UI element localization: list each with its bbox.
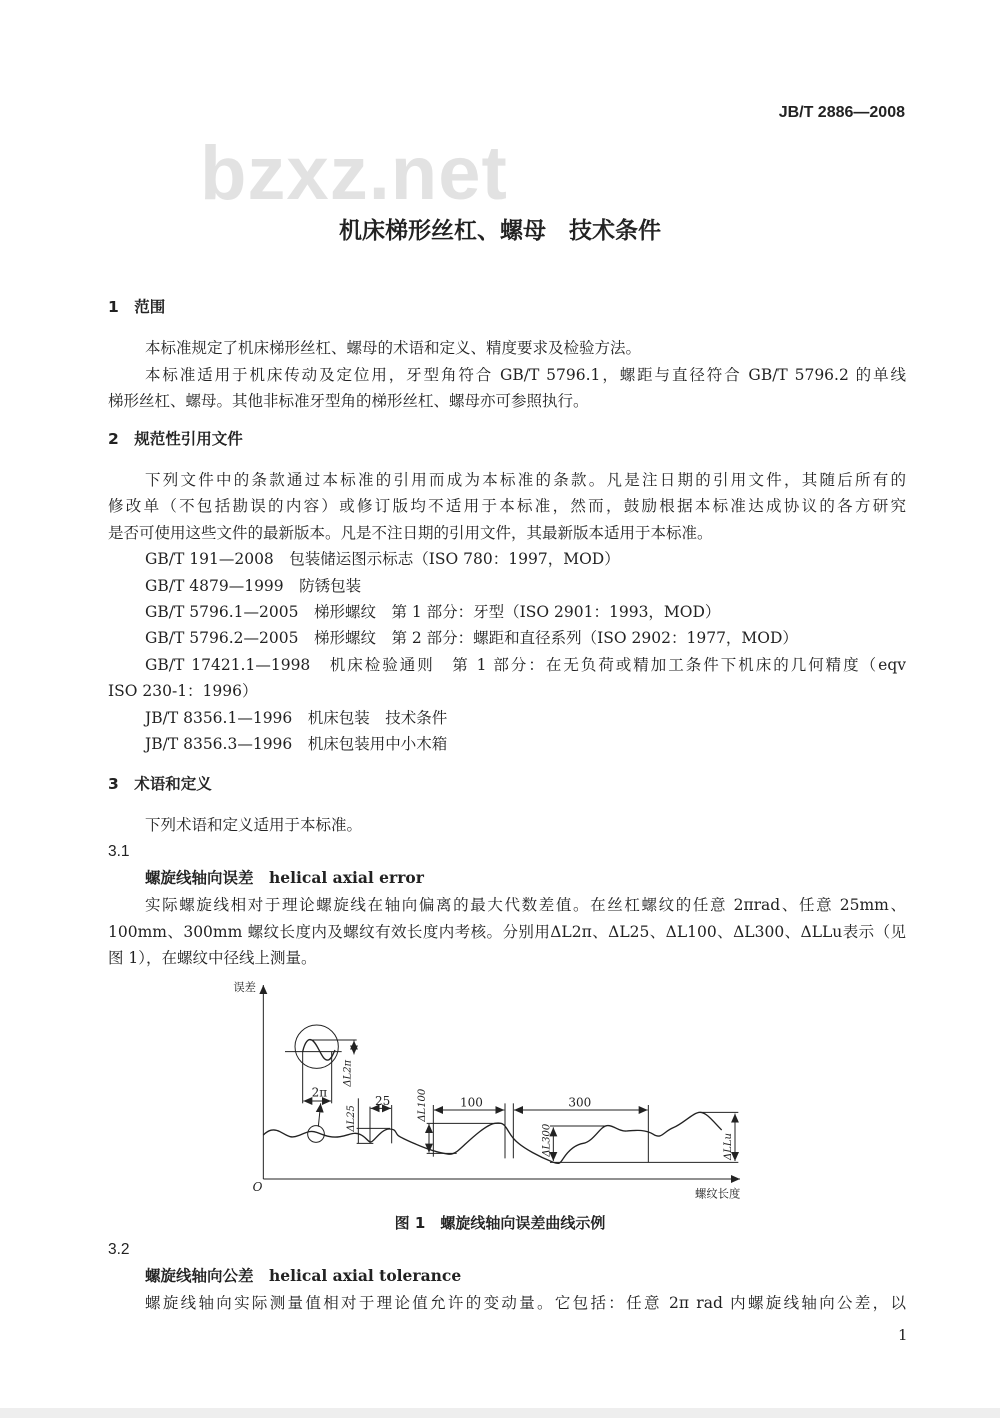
error-curve — [263, 1112, 721, 1163]
reference-item: JB/T 8356.1—1996 机床包装 技术条件 — [145, 709, 448, 727]
paragraph: 本标准适用于机床传动及定位用，牙型角符合 GB/T 5796.1，螺距与直径符合 GB/T 5796.2 的单线 — [145, 366, 906, 384]
label-dl2pi: ΔL2π — [342, 1059, 354, 1087]
label-dl25: ΔL25 — [346, 1105, 357, 1132]
watermark: bzxz.net — [200, 131, 508, 216]
figure-caption: 图 1 螺旋线轴向误差曲线示例 — [394, 1214, 606, 1232]
term-heading: 螺旋线轴向误差 helical axial error — [145, 868, 424, 887]
dim-100: 100 — [460, 1095, 483, 1110]
paragraph: 修改单（不包括勘误的内容）或修订版均不适用于本标准，然而，鼓励根据本标准达成协议的各方研究 — [108, 497, 906, 515]
reference-item: GB/T 5796.2—2005 梯形螺纹 第 2 部分：螺距和直径系列（ISO 2902：1977，MOD） — [145, 629, 798, 647]
section-2-heading: 2 规范性引用文件 — [108, 430, 243, 448]
paragraph: 实际螺旋线相对于理论螺旋线在轴向偏离的最大代数差值。在丝杠螺纹的任意 2πrad、任意 25mm、 — [145, 896, 906, 914]
y-axis-label: 误差 — [233, 980, 257, 994]
paragraph: 梯形丝杠、螺母。其他非标准牙型角的梯形丝杠、螺母亦可参照执行。 — [108, 392, 589, 410]
reference-item: GB/T 5796.1—2005 梯形螺纹 第 1 部分：牙型（ISO 2901：1993，MOD） — [145, 603, 721, 621]
page-bottom-edge — [0, 1408, 1000, 1418]
reference-item: JB/T 8356.3—1996 机床包装用中小木箱 — [145, 735, 448, 753]
page-number: 1 — [898, 1326, 908, 1344]
paragraph: 下列文件中的条款通过本标准的引用而成为本标准的条款。凡是注日期的引用文件，其随后所有的 — [145, 471, 906, 489]
reference-item: ISO 230-1：1996） — [108, 682, 258, 700]
section-1-heading: 1 范围 — [108, 298, 166, 316]
paragraph: 下列术语和定义适用于本标准。 — [145, 816, 363, 834]
term-heading: 螺旋线轴向公差 helical axial tolerance — [145, 1266, 462, 1285]
clause-number: 3.2 — [108, 1241, 130, 1258]
dim-25: 25 — [375, 1094, 391, 1108]
reference-item: GB/T 191—2008 包装储运图示标志（ISO 780：1997，MOD） — [145, 550, 620, 568]
reference-item: GB/T 17421.1—1998 机床检验通则 第 1 部分：在无负荷或精加工条件下机床的几何精度（eqv — [145, 656, 906, 674]
standard-number: JB/T 2886—2008 — [778, 104, 905, 121]
origin-label: O — [252, 1180, 263, 1194]
paragraph: 100mm、300mm 螺纹长度内及螺纹有效长度内考核。分别用ΔL2π、ΔL25、ΔL100、ΔL300、ΔLLu表示（见 — [108, 923, 906, 941]
section-3-heading: 3 术语和定义 — [108, 775, 212, 793]
label-dl100: ΔL100 — [417, 1088, 428, 1122]
label-dl300: ΔL300 — [541, 1123, 553, 1157]
paragraph: 图 1），在螺纹中径线上测量。 — [108, 949, 317, 967]
dim-2pi: 2π — [311, 1085, 328, 1100]
page-title: 机床梯形丝杠、螺母 技术条件 — [339, 218, 661, 244]
paragraph: 本标准规定了机床梯形丝杠、螺母的术语和定义、精度要求及检验方法。 — [145, 339, 642, 357]
paragraph: 是否可使用这些文件的最新版本。凡是不注日期的引用文件，其最新版本适用于本标准。 — [108, 524, 713, 542]
x-axis-label: 螺纹长度 — [695, 1186, 741, 1201]
dim-300: 300 — [568, 1095, 592, 1110]
clause-number: 3.1 — [108, 843, 130, 860]
reference-item: GB/T 4879—1999 防锈包装 — [145, 577, 362, 595]
label-dllu: ΔLLu — [723, 1133, 734, 1160]
figure-helical-error-curve — [230, 975, 790, 1210]
paragraph: 螺旋线轴向实际测量值相对于理论值允许的变动量。它包括：任意 2π rad 内螺旋线轴向公差，以 — [145, 1294, 906, 1312]
